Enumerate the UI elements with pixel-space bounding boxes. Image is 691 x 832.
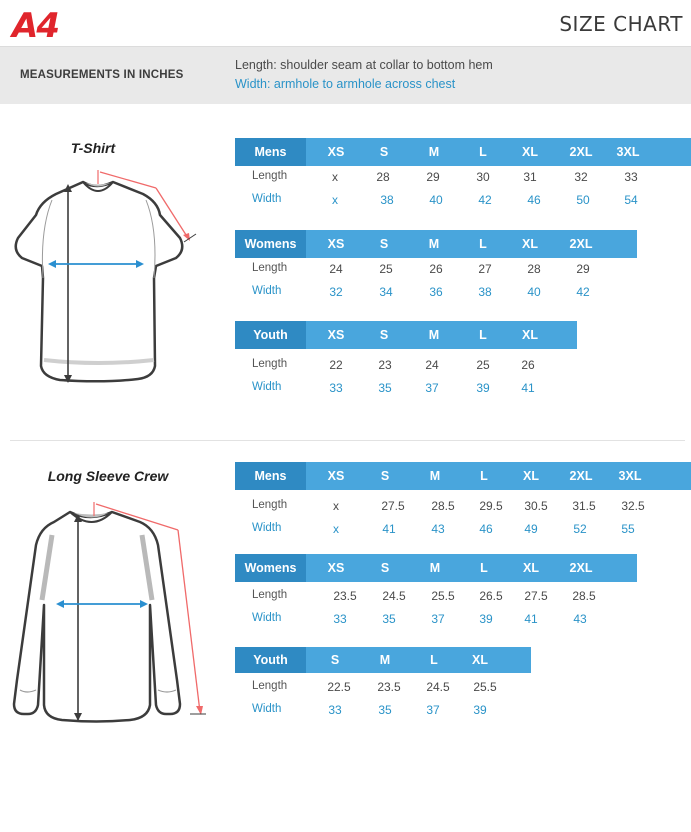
length-value: 30 [476, 170, 490, 184]
width-value: 42 [576, 285, 590, 299]
size-header: M [428, 145, 440, 159]
length-value: 32.5 [621, 499, 645, 513]
tshirt-youth-table [235, 321, 577, 400]
width-value: 50 [576, 193, 590, 207]
length-value: 24.5 [382, 589, 406, 603]
width-value: 33 [328, 703, 342, 717]
table-name: Womens [244, 237, 297, 251]
size-header: M [428, 237, 440, 251]
length-value: 29.5 [479, 499, 503, 513]
table-name: Youth [253, 653, 288, 667]
size-header: L [430, 653, 438, 667]
width-row [235, 189, 691, 212]
row-label: Width [252, 381, 282, 393]
size-header: L [479, 237, 487, 251]
table-name: Mens [254, 469, 287, 483]
length-value: 23 [378, 358, 392, 372]
width-row [235, 518, 691, 541]
width-value: 37 [426, 703, 440, 717]
width-value: 41 [382, 522, 396, 536]
size-header: XS [327, 145, 345, 159]
size-header: XL [472, 653, 488, 667]
width-value: 41 [524, 612, 538, 626]
table-name: Mens [254, 145, 287, 159]
table-name: Youth [253, 328, 288, 342]
size-header: XL [522, 237, 538, 251]
length-row [235, 585, 637, 608]
size-header: XS [327, 237, 345, 251]
length-value: 31.5 [572, 499, 596, 513]
length-value: 22.5 [327, 680, 351, 694]
long-sleeve-mens-table [235, 462, 691, 541]
width-value: 33 [329, 381, 343, 395]
tshirt-diagram-icon [8, 160, 208, 390]
width-value: 46 [479, 522, 493, 536]
size-header: M [429, 561, 441, 575]
width-value: 36 [429, 285, 443, 299]
size-header: S [379, 237, 389, 251]
width-value: 49 [524, 522, 538, 536]
length-value: 28 [527, 262, 541, 276]
width-value: 41 [521, 381, 535, 395]
width-value: 35 [378, 381, 392, 395]
size-header: 2XL [569, 561, 593, 575]
length-value: x [332, 170, 338, 184]
width-value: 52 [573, 522, 587, 536]
row-label: Width [252, 522, 282, 534]
tshirt-title: T-Shirt [70, 140, 116, 156]
length-value: 26 [429, 262, 443, 276]
length-value: 26 [521, 358, 535, 372]
length-value: 27.5 [524, 589, 548, 603]
table-header [235, 462, 691, 490]
table-name: Womens [244, 561, 297, 575]
width-value: 39 [479, 612, 493, 626]
row-label: Width [252, 285, 282, 297]
table-header [235, 321, 577, 349]
size-header: S [380, 561, 390, 575]
width-value: 46 [527, 193, 541, 207]
length-value: 32 [574, 170, 588, 184]
length-row [235, 354, 577, 377]
size-header: XL [523, 561, 539, 575]
length-value: 22 [329, 358, 343, 372]
length-value: 27.5 [381, 499, 405, 513]
size-header: 3XL [616, 145, 640, 159]
length-row [235, 676, 531, 699]
table-header [235, 554, 637, 582]
width-value: 40 [429, 193, 443, 207]
size-header: XL [522, 328, 538, 342]
table-header [235, 230, 637, 258]
size-header: S [330, 653, 340, 667]
width-row [235, 281, 637, 304]
width-value: x [332, 193, 338, 207]
length-value: 28.5 [431, 499, 455, 513]
measurements-label: MEASUREMENTS IN INCHES [20, 69, 184, 81]
length-value: 29 [426, 170, 440, 184]
row-label: Length [252, 262, 288, 274]
long-sleeve-youth-table [235, 647, 531, 722]
width-value: 37 [425, 381, 439, 395]
table-header [235, 647, 531, 673]
size-header: XS [327, 469, 345, 483]
width-value: 39 [473, 703, 487, 717]
length-value: 25.5 [473, 680, 497, 694]
length-value: 30.5 [524, 499, 548, 513]
width-value: 32 [329, 285, 343, 299]
length-value: 24.5 [426, 680, 450, 694]
length-note: Length: shoulder seam at collar to bottom hem [235, 58, 493, 72]
row-label: Length [252, 170, 288, 182]
section-divider [10, 440, 685, 441]
row-label: Length [252, 358, 288, 370]
length-value: 23.5 [377, 680, 401, 694]
length-value: x [333, 499, 339, 513]
size-header: XL [523, 469, 539, 483]
row-label: Width [252, 612, 282, 624]
page-title: SIZE CHART [559, 12, 683, 36]
size-header: S [380, 469, 390, 483]
length-value: 33 [624, 170, 638, 184]
width-row [235, 699, 531, 722]
size-header: M [379, 653, 391, 667]
long-sleeve-title: Long Sleeve Crew [47, 468, 169, 484]
long-sleeve-womens-table [235, 554, 637, 631]
width-row [235, 377, 577, 400]
size-header: L [479, 328, 487, 342]
table-header [235, 138, 691, 166]
length-value: 27 [478, 262, 492, 276]
length-value: 28.5 [572, 589, 596, 603]
length-value: 31 [523, 170, 537, 184]
length-value: 25 [476, 358, 490, 372]
brand-logo: A4 [12, 6, 58, 46]
width-value: 35 [378, 703, 392, 717]
width-value: 37 [431, 612, 445, 626]
size-header: XL [522, 145, 538, 159]
row-label: Length [252, 589, 288, 601]
size-header: XS [327, 328, 345, 342]
length-value: 23.5 [333, 589, 357, 603]
length-value: 25.5 [431, 589, 455, 603]
size-header: 3XL [618, 469, 642, 483]
width-value: 42 [478, 193, 492, 207]
width-value: 38 [478, 285, 492, 299]
length-row [235, 166, 691, 189]
size-header: M [428, 328, 440, 342]
size-header: M [429, 469, 441, 483]
row-label: Width [252, 703, 282, 715]
width-value: 55 [621, 522, 635, 536]
length-value: 26.5 [479, 589, 503, 603]
length-value: 29 [576, 262, 590, 276]
width-value: 33 [333, 612, 347, 626]
width-row [235, 608, 637, 631]
length-row [235, 495, 691, 518]
size-header: 2XL [569, 237, 593, 251]
width-value: 35 [382, 612, 396, 626]
size-header: L [479, 145, 487, 159]
size-header: S [379, 328, 389, 342]
width-note: Width: armhole to armhole across chest [235, 77, 456, 91]
tshirt-womens-table [235, 230, 637, 304]
width-value: 43 [431, 522, 445, 536]
length-value: 25 [379, 262, 393, 276]
width-value: 54 [624, 193, 638, 207]
tshirt-mens-table [235, 138, 691, 212]
long-sleeve-diagram-icon [12, 500, 212, 725]
width-value: 40 [527, 285, 541, 299]
size-header: XS [327, 561, 345, 575]
row-label: Length [252, 499, 288, 511]
row-label: Width [252, 193, 282, 205]
width-value: 39 [476, 381, 490, 395]
length-value: 24 [329, 262, 343, 276]
size-header: L [480, 469, 488, 483]
size-header: 2XL [569, 145, 593, 159]
width-value: 34 [379, 285, 393, 299]
row-label: Length [252, 680, 288, 692]
length-row [235, 258, 637, 281]
width-value: 38 [380, 193, 394, 207]
size-header: L [480, 561, 488, 575]
length-value: 28 [376, 170, 390, 184]
length-value: 24 [425, 358, 439, 372]
size-header: 2XL [569, 469, 593, 483]
width-value: x [333, 522, 339, 536]
size-header: S [379, 145, 389, 159]
width-value: 43 [573, 612, 587, 626]
measurements-band [0, 47, 691, 104]
